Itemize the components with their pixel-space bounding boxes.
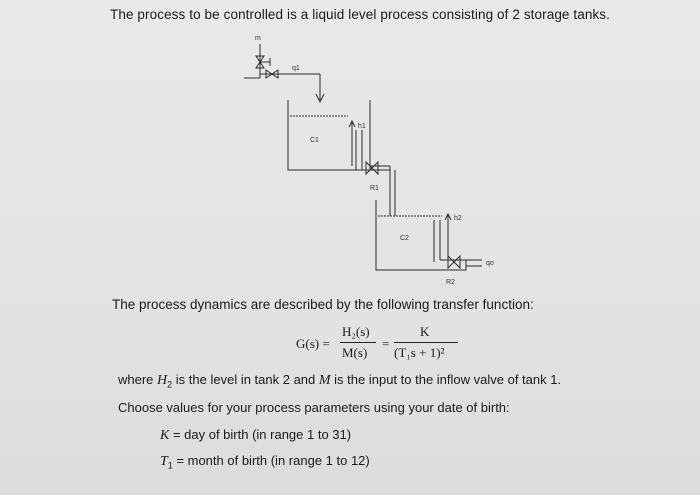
where-var-h-sub: 2 (167, 379, 173, 390)
fraction-bar-1 (340, 342, 376, 343)
dynamics-text: The process dynamics are described by the following transfer function: (112, 297, 534, 312)
formula-equals: = (382, 336, 390, 351)
where-text (118, 372, 561, 390)
formula-lhs: G(s) = (296, 336, 330, 351)
formula-den-2: (T₁s + 1)² (394, 345, 445, 360)
label-m: m (255, 35, 261, 42)
choose-text: Choose values for your process parameters using your date of birth: (118, 400, 510, 415)
k-range (160, 427, 351, 444)
r2-valve-right (454, 256, 460, 268)
r2-valve-left (448, 256, 454, 268)
two-tank-diagram (230, 30, 520, 292)
formula-den-1: M(s) (342, 345, 368, 360)
label-r1: R1 (370, 185, 379, 192)
transfer-function (296, 324, 496, 364)
intro-text: The process to be controlled is a liquid level process consisting of 2 storage tanks. (110, 7, 611, 22)
t-range (160, 453, 370, 471)
where-var-m: M (318, 373, 331, 388)
label-c2: C2 (400, 235, 409, 242)
tank-1 (288, 100, 370, 170)
label-h2: h2 (454, 215, 462, 222)
k-var: K (160, 428, 170, 443)
label-q1: q1 (292, 65, 300, 72)
label-qo: qo (486, 260, 494, 267)
t-var: T (160, 454, 168, 469)
where-part-2: is the level in tank 2 and (172, 372, 319, 387)
r1-valve-left (366, 162, 372, 174)
t-range-text: = month of birth (in range 1 to 12) (172, 453, 370, 468)
fraction-bar-2 (394, 342, 458, 343)
label-c1: C1 (310, 137, 319, 144)
k-range-text: = day of birth (in range 1 to 31) (169, 427, 352, 442)
formula-num-2: K (420, 324, 430, 339)
r1-valve-right (372, 162, 378, 174)
t-var-sub: 1 (167, 460, 173, 471)
where-var-h: H (157, 373, 168, 388)
label-r2: R2 (446, 279, 455, 286)
tank-schematic (230, 30, 520, 292)
label-h1: h1 (358, 123, 366, 130)
formula-num-1: H₂(s) (342, 324, 370, 339)
where-part-3: is the input to the inflow valve of tank 1. (330, 372, 562, 387)
where-part-1: where (118, 372, 158, 387)
